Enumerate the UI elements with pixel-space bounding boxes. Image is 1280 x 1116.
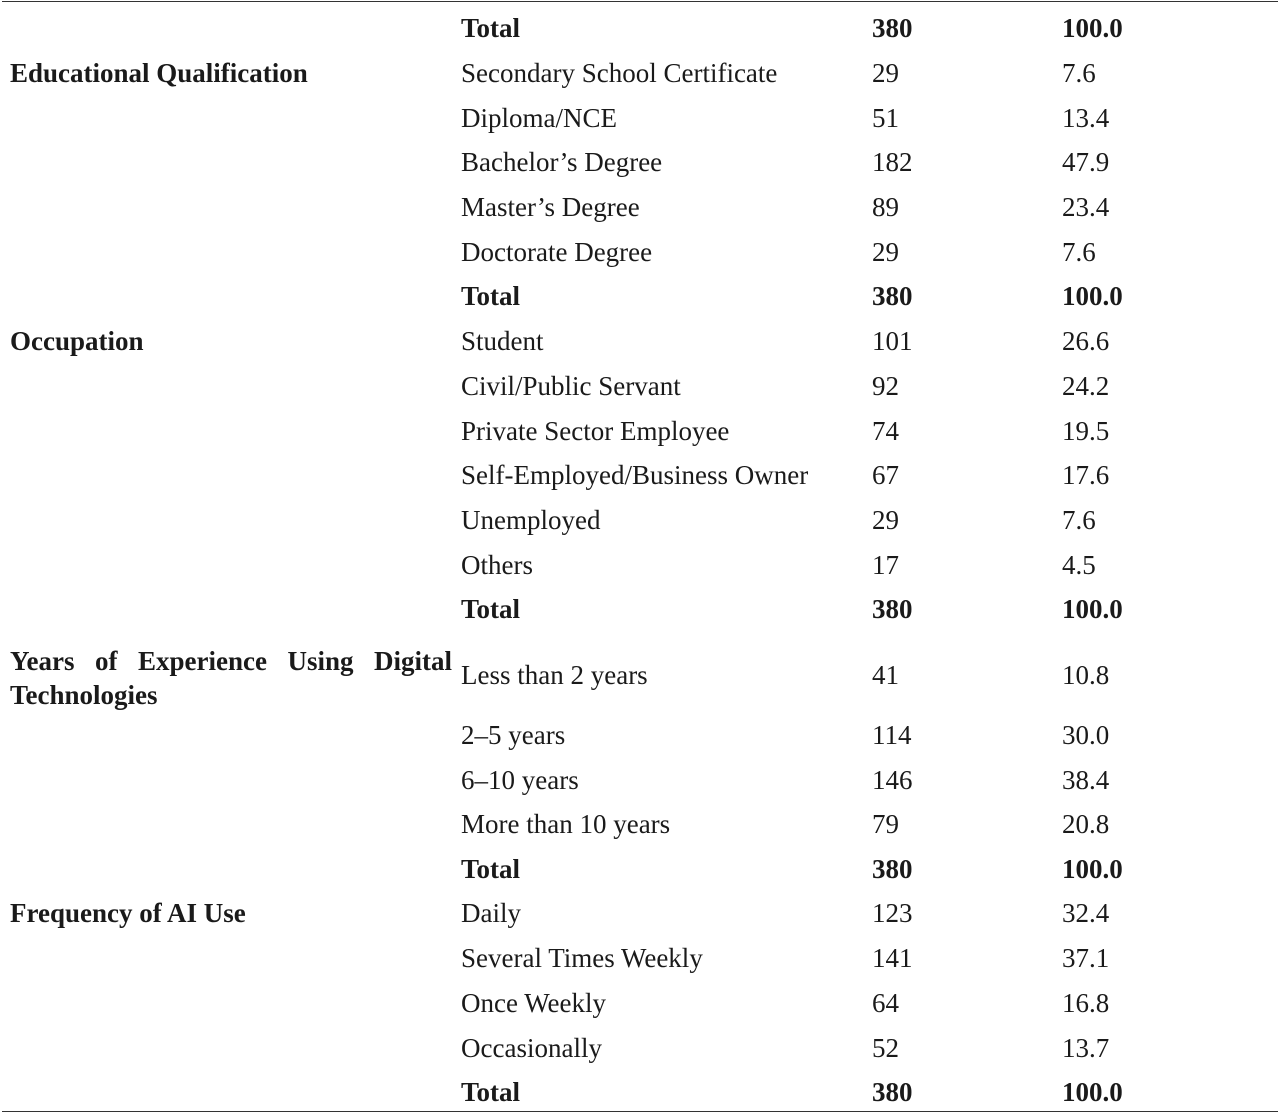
table-total-row [0,587,1280,631]
table-total-row [0,1070,1280,1114]
table-row [0,891,1280,935]
category-cell: Several Times Weekly [461,943,703,973]
table-row [0,543,1280,587]
percent-cell: 7.6 [1062,505,1096,535]
category-cell: Bachelor’s Degree [461,147,663,177]
frequency-cell: 380 [872,281,913,311]
percent-cell: 30.0 [1062,720,1110,750]
percent-cell: 4.5 [1062,550,1096,580]
table-row [0,713,1280,757]
percent-cell: 37.1 [1062,943,1110,973]
percent-cell: 100.0 [1062,1077,1123,1107]
frequency-cell: 29 [872,237,899,267]
frequency-cell: 182 [872,147,913,177]
table-row [0,1026,1280,1070]
percent-cell: 47.9 [1062,147,1110,177]
table-row [0,453,1280,497]
percent-cell: 16.8 [1062,988,1110,1018]
frequency-cell: 380 [872,594,913,624]
frequency-cell: 380 [872,13,913,43]
frequency-cell: 74 [872,416,899,446]
frequency-cell: 67 [872,460,899,490]
category-cell: Self-Employed/Business Owner [461,460,809,490]
frequency-cell: 17 [872,550,899,580]
category-cell: Total [461,594,521,624]
frequency-cell: 114 [872,720,912,750]
table-row [0,498,1280,542]
category-cell: Total [461,1077,521,1107]
frequency-cell: 92 [872,371,899,401]
category-cell: Private Sector Employee [461,416,730,446]
table-row [0,230,1280,274]
frequency-cell: 64 [872,988,899,1018]
variable-cell: Years of Experience Using Digital Technologies [10,646,452,710]
frequency-cell: 101 [872,326,913,356]
table-row [0,319,1280,363]
percent-cell: 13.7 [1062,1033,1110,1063]
category-cell: Civil/Public Servant [461,371,681,401]
table-row [0,364,1280,408]
category-cell: Master’s Degree [461,192,640,222]
category-cell: Diploma/NCE [461,103,617,133]
category-cell: Secondary School Certificate [461,58,778,88]
percent-cell: 100.0 [1062,281,1123,311]
variable-cell: Educational Qualification [10,58,308,88]
frequency-cell: 146 [872,765,913,795]
percent-cell: 19.5 [1062,416,1110,446]
category-cell: Total [461,854,521,884]
frequency-cell: 29 [872,505,899,535]
percent-cell: 7.6 [1062,237,1096,267]
variable-cell: Occupation [10,326,144,356]
category-cell: Daily [461,898,521,928]
percent-cell: 23.4 [1062,192,1110,222]
category-cell: Student [461,326,544,356]
table-row [0,185,1280,229]
frequency-cell: 380 [872,1077,913,1107]
frequency-cell: 29 [872,58,899,88]
variable-cell: Frequency of AI Use [10,898,246,928]
percent-cell: 24.2 [1062,371,1110,401]
table-total-row [0,847,1280,891]
category-cell: Occasionally [461,1033,602,1063]
frequency-cell: 51 [872,103,899,133]
table-total-row [0,6,1280,50]
table-row [0,51,1280,95]
table-top-rule [2,1,1278,2]
table-row [0,802,1280,846]
percent-cell: 32.4 [1062,898,1110,928]
category-cell: Total [461,13,521,43]
frequency-cell: 380 [872,854,913,884]
category-cell: Once Weekly [461,988,607,1018]
category-cell: Unemployed [461,505,601,535]
category-cell: Doctorate Degree [461,237,653,267]
category-cell: 6–10 years [461,765,579,795]
frequency-cell: 89 [872,192,899,222]
table-row [0,936,1280,980]
category-cell: More than 10 years [461,809,671,839]
frequency-cell: 41 [872,660,899,690]
frequency-cell: 141 [872,943,913,973]
category-cell: Less than 2 years [461,660,648,690]
percent-cell: 10.8 [1062,660,1110,690]
table-row [0,140,1280,184]
category-cell: Others [461,550,533,580]
percent-cell: 100.0 [1062,854,1123,884]
category-cell: 2–5 years [461,720,566,750]
table-row [0,96,1280,140]
table-row [0,981,1280,1025]
percent-cell: 100.0 [1062,13,1123,43]
percent-cell: 26.6 [1062,326,1110,356]
percent-cell: 38.4 [1062,765,1110,795]
frequency-cell: 52 [872,1033,899,1063]
table-bottom-rule [2,1111,1278,1112]
frequency-cell: 123 [872,898,913,928]
percent-cell: 17.6 [1062,460,1110,490]
frequency-cell: 79 [872,809,899,839]
category-cell: Total [461,281,521,311]
table-row [0,640,1280,710]
table-total-row [0,274,1280,318]
percent-cell: 13.4 [1062,103,1110,133]
percent-cell: 20.8 [1062,809,1110,839]
table-row [0,758,1280,802]
percent-cell: 100.0 [1062,594,1123,624]
table-row [0,409,1280,453]
percent-cell: 7.6 [1062,58,1096,88]
